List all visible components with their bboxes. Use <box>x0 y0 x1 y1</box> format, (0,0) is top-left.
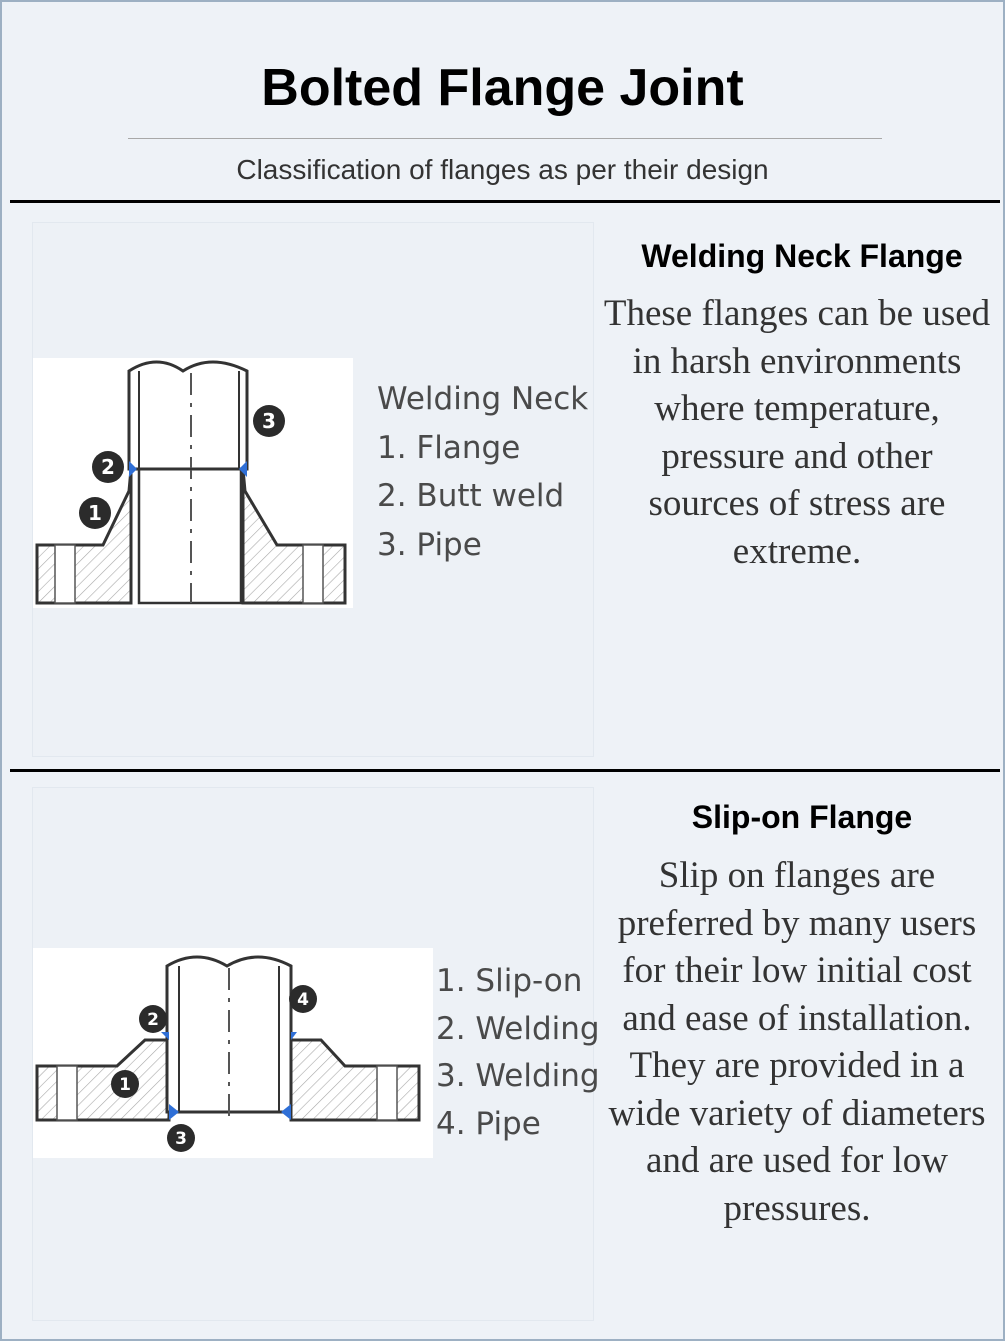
legend-item: 3. Welding <box>436 1058 600 1094</box>
legend-item: 4. Pipe <box>436 1105 541 1142</box>
callout-1-label: 1 <box>88 501 102 525</box>
bolt-hole-left <box>55 545 75 603</box>
page-title: Bolted Flange Joint <box>261 59 744 117</box>
welding-neck-heading: Welding Neck Flange <box>641 238 963 274</box>
slip-on-description: Slip on flanges are preferred by many users for their low initial cost and ease of installation. They are provided in a wide variety of diameters and are used for low pressures. <box>608 855 986 1229</box>
callout-3 <box>167 1124 195 1152</box>
legend-item: Welding Neck <box>377 381 589 417</box>
callout-1 <box>79 497 111 529</box>
legend-item: 2. Welding <box>436 1010 600 1047</box>
legend-item: 2. Butt weld <box>377 478 565 514</box>
legend-item: 1. Flange <box>377 429 521 466</box>
welding-neck-diagram-panel <box>32 222 594 757</box>
callout-3-label: 3 <box>175 1129 187 1149</box>
legend-item: 1. Slip-on <box>436 963 583 999</box>
slip-on-heading: Slip-on Flange <box>691 799 913 835</box>
welding-neck-legend <box>377 375 588 569</box>
callout-1 <box>111 1070 139 1098</box>
page-subtitle: Classification of flanges as per their design <box>236 154 769 185</box>
bolt-hole-right <box>377 1066 397 1120</box>
slip-on-diagram-panel <box>32 787 600 1321</box>
bolt-hole-left <box>57 1066 77 1120</box>
section-divider <box>10 200 1000 203</box>
title-rule <box>128 138 882 139</box>
section-divider <box>10 769 1000 772</box>
welding-neck-description: These flanges can be used in harsh environments where temperature, pressure and other sources of stress are extreme. <box>603 293 991 572</box>
callout-2-label: 2 <box>101 455 115 479</box>
callout-2 <box>92 451 124 483</box>
legend-item: 3. Pipe <box>377 526 482 563</box>
pipe <box>129 362 247 469</box>
callout-4-label: 4 <box>297 990 309 1010</box>
callout-4 <box>289 985 317 1013</box>
callout-2 <box>139 1005 167 1033</box>
callout-3 <box>253 405 285 437</box>
callout-1-label: 1 <box>119 1075 131 1095</box>
callout-2-label: 2 <box>147 1010 159 1030</box>
bolt-hole-right <box>303 545 323 603</box>
callout-3-label: 3 <box>262 409 276 433</box>
slip-on-legend <box>436 958 600 1148</box>
